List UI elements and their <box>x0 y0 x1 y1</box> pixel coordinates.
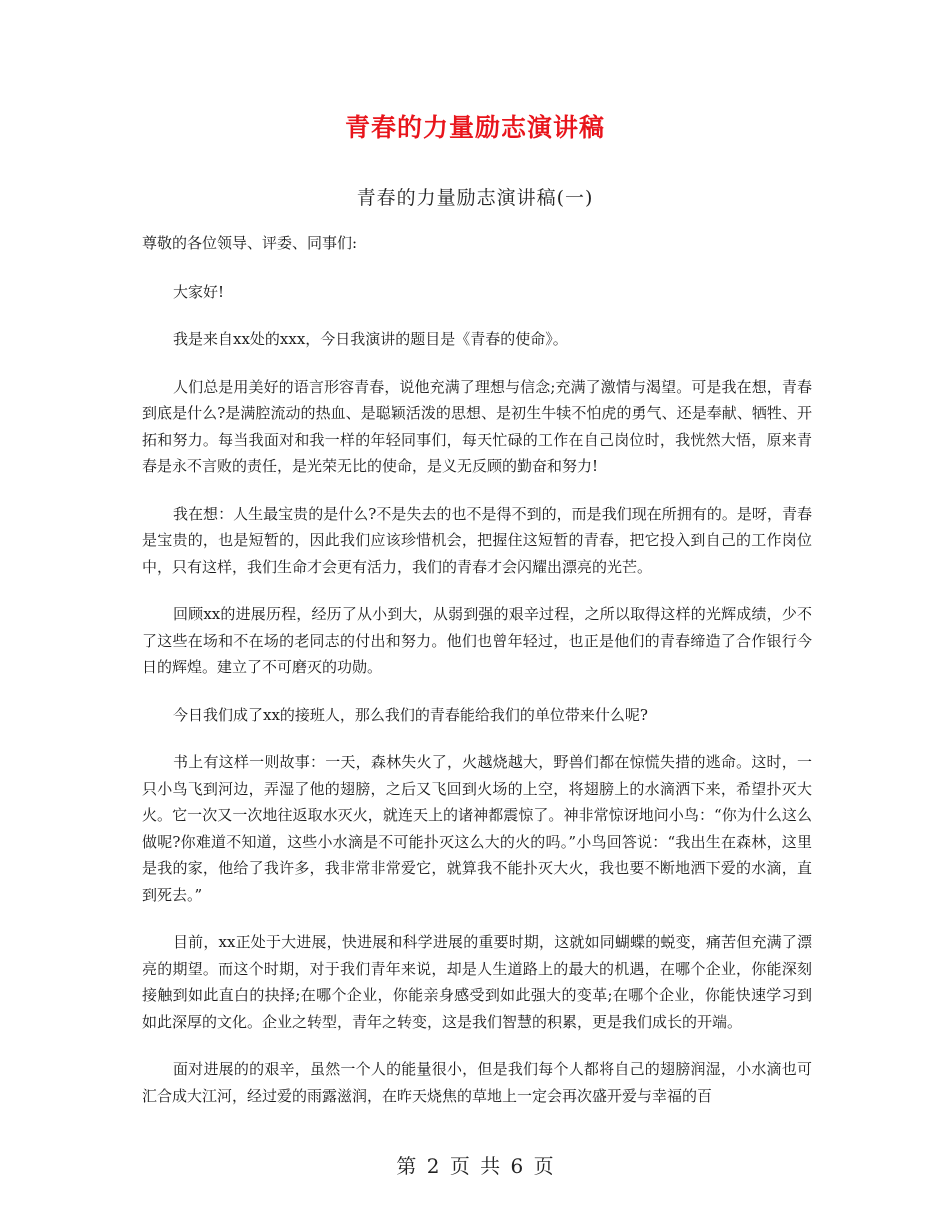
paragraph-precious-life: 我在想：人生最宝贵的是什么?不是失去的也不是得不到的，而是我们现在所拥有的。是呀，青春是宝贵的，也是短暂的，因此我们应该珍惜机会，把握住这短暂的青春，把它投入到自己的工作岗位中，只有这样，我们生命才会更有活力，我们的青春才会闪耀出漂亮的光芒。 <box>142 504 812 576</box>
paragraph-hardship: 面对进展的的艰辛，虽然一个人的能量很小，但是我们每个人都将自己的翅膀润湿，小水滴也可汇合成大江河，经过爱的雨露滋润，在昨天烧焦的草地上一定会再次盛开爱与幸福的百 <box>142 1060 812 1105</box>
page-number-footer: 第 2 页 共 6 页 <box>396 1154 554 1178</box>
paragraph-successors: 今日我们成了xx的接班人，那么我们的青春能给我们的单位带来什么呢? <box>173 705 648 724</box>
paragraph-history: 回顾xx的进展历程，经历了从小到大，从弱到强的艰辛过程，之所以取得这样的光辉成绩，少不了这些在场和不在场的老同志的付出和努力。他们也曾年轻过，也正是他们的青春缔造了合作银行今日的辉煌。建立了不可磨灭的功勋。 <box>142 605 812 676</box>
document-title: 青春的力量励志演讲稿 <box>344 113 605 142</box>
salutation: 尊敬的各位领导、评委、同事们: <box>142 234 358 252</box>
paragraph-transformation: 目前，xx正处于大进展，快进展和科学进展的重要时期，这就如同蝴蝶的蜕变，痛苦但充满了漂亮的期望。而这个时期，对于我们青年来说，却是人生道路上的最大的机遇，在哪个企业，你能深刻接触到如此直白的抉择;在哪个企业，你能亲身感受到如此强大的变革;在哪个企业，你能快速学习到如此深厚的文化。企业之转型，青年之转变，这是我们智慧的积累，更是我们成长的开端。 <box>142 933 812 1031</box>
document-subtitle: 青春的力量励志演讲稿(一) <box>356 187 594 209</box>
paragraph-bird-story: 书上有这样一则故事：一天，森林失火了，火越烧越大，野兽们都在惊慌失措的逃命。这时，一只小鸟飞到河边，弄湿了他的翅膀，之后又飞回到火场的上空，将翅膀上的水滴洒下来，希望扑灭大火。它一次又一次地往返取水灭火，就连天上的诸神都震惊了。神非常惊讶地问小鸟：“你为什么这么做呢?你难道不知道，这些小水滴是不可能扑灭这么大的火的吗。”小鸟回答说：“我出生在森林，这里是我的家，他给了我许多，我非常非常爱它，就算我不能扑灭大火，我也要不断地洒下爱的水滴，直到死去。” <box>142 753 812 904</box>
paragraph-intro: 我是来自xx处的xxx，今日我演讲的题目是《青春的使命》。 <box>173 330 568 348</box>
paragraph-youth-meaning: 人们总是用美好的语言形容青春，说他充满了理想与信念;充满了激情与渴望。可是我在想，青春到底是什么?是满腔流动的热血、是聪颖活泼的思想、是初生牛犊不怕虎的勇气、还是奉献、牺牲、开拓和努力。每当我面对和我一样的年轻同事们，每天忙碌的工作在自己岗位时，我恍然大悟，原来青春是永不言败的责任，是光荣无比的使命，是义无反顾的勤奋和努力! <box>142 377 812 475</box>
document-body <box>142 230 812 1130</box>
paragraph-greeting: 大家好! <box>173 282 225 301</box>
